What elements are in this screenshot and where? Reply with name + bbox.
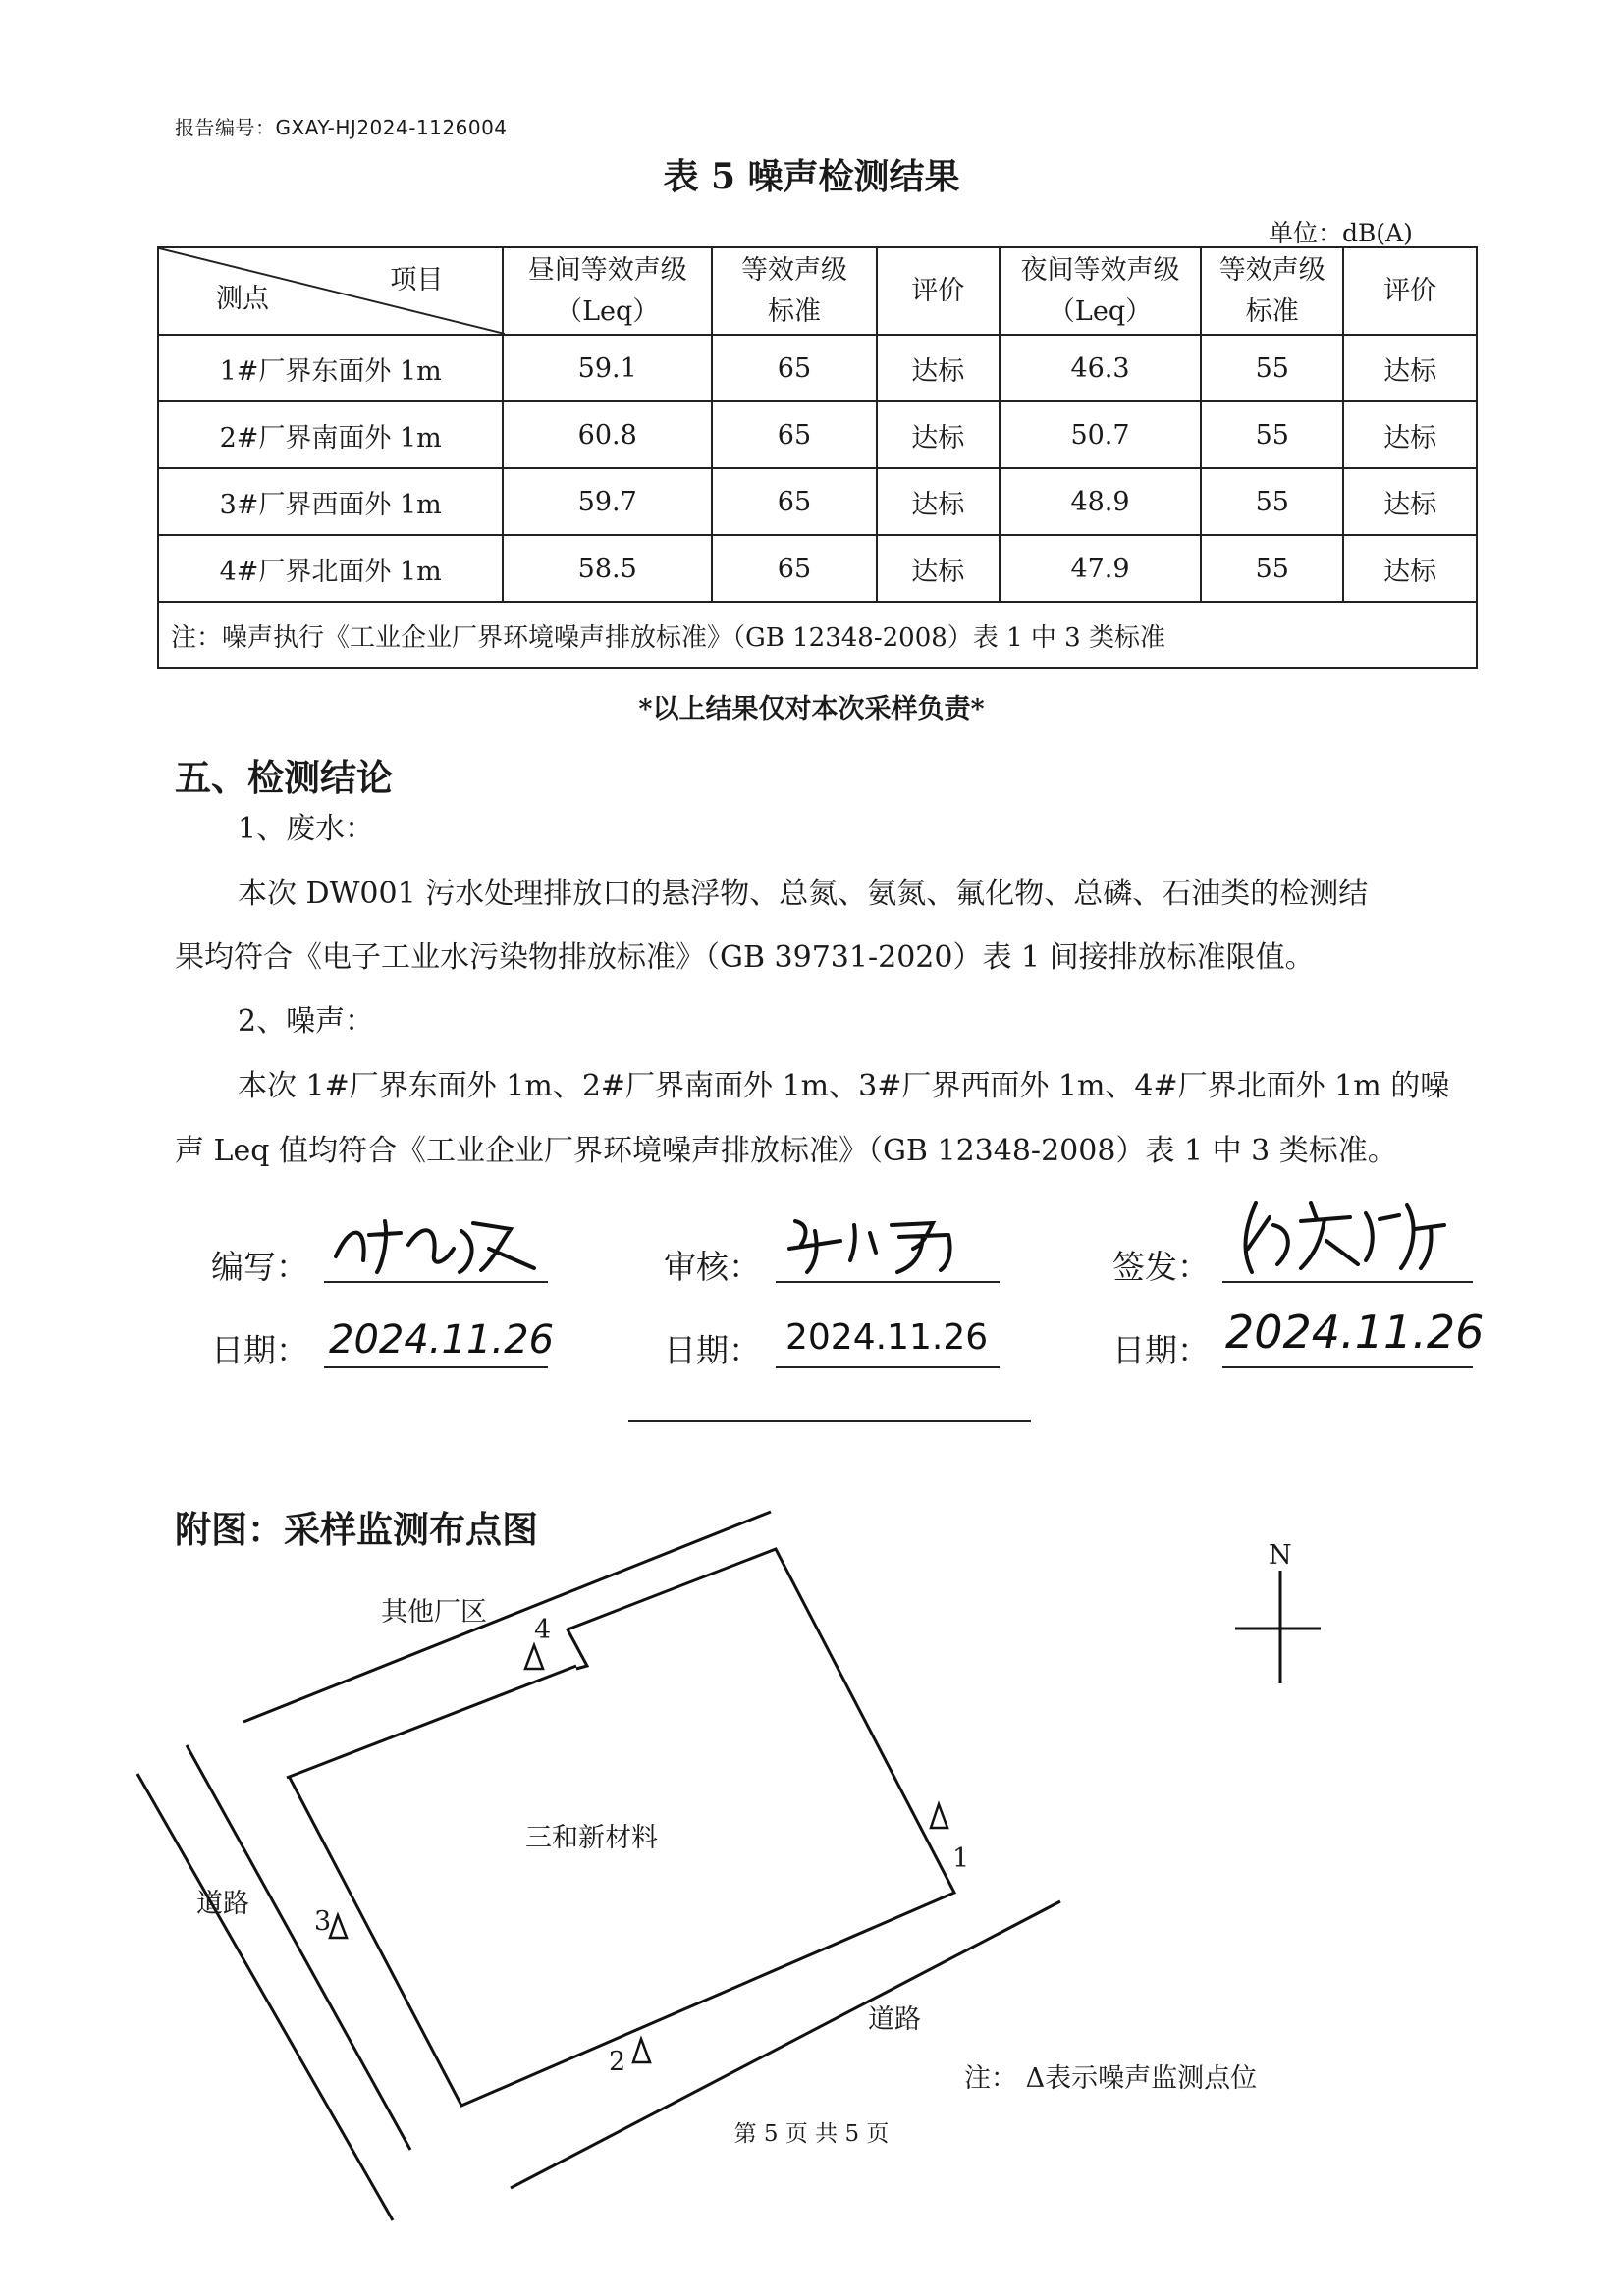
issuer-date: 2024.11.26	[1225, 1306, 1485, 1359]
conclusion-heading: 五、检测结论	[175, 756, 393, 799]
issuer-label: 签发：	[1112, 1248, 1210, 1286]
cell-day-eval: 达标	[877, 335, 1000, 401]
table-title: 表 5 噪声检测结果	[663, 156, 960, 197]
disclaimer: *以上结果仅对本次采样负责*	[638, 694, 985, 724]
cell-day-eval: 达标	[877, 401, 1000, 468]
cell-night-eval: 达标	[1343, 335, 1477, 401]
cell-night: 46.3	[1000, 335, 1202, 401]
company-label: 三和新材料	[525, 1823, 658, 1853]
table-note: 注：噪声执行《工业企业厂界环境噪声排放标准》（GB 12348-2008）表 1 中 3 类标准	[158, 602, 1477, 668]
writer-date-label: 日期：	[211, 1331, 308, 1369]
cell-night: 50.7	[1000, 401, 1202, 468]
header-day-leq: 昼间等效声级 （Leq）	[503, 247, 712, 335]
point-2-label: 2	[609, 2047, 626, 2077]
page-footer: 第 5 页 共 5 页	[733, 2121, 890, 2147]
point-1-label: 1	[952, 1843, 970, 1874]
point-4-label: 4	[534, 1615, 552, 1645]
writer-label: 编写：	[211, 1248, 308, 1286]
north-road-line-inner	[287, 1666, 576, 1778]
noise-text-line2: 声 Leq 值均符合《工业企业厂界环境噪声排放标准》（GB 12348-2008）表 1 中 3 类标准。	[175, 1134, 1397, 1168]
monitor-point-1-icon	[931, 1804, 947, 1828]
north-road-line	[243, 1512, 771, 1722]
cell-day-eval: 达标	[877, 468, 1000, 535]
cell-night-std: 55	[1201, 468, 1343, 535]
road-south-label: 道路	[868, 2004, 921, 2035]
cell-point: 3#厂界西面外 1m	[158, 468, 503, 535]
header-night-leq: 夜间等效声级 （Leq）	[1000, 247, 1202, 335]
road-west-label: 道路	[196, 1889, 249, 1919]
reviewer-label: 审核：	[664, 1248, 761, 1286]
cell-point: 4#厂界北面外 1m	[158, 535, 503, 602]
cell-day-std: 65	[712, 401, 877, 468]
cell-night-std: 55	[1201, 401, 1343, 468]
cell-night: 47.9	[1000, 535, 1202, 602]
cell-day: 59.1	[503, 335, 712, 401]
cell-day-eval: 达标	[877, 535, 1000, 602]
other-plant-label: 其他厂区	[381, 1597, 487, 1628]
header-item: 项目	[390, 265, 444, 295]
west-road-line-inner	[187, 1745, 410, 2150]
north-label: N	[1269, 1540, 1292, 1571]
cell-night: 48.9	[1000, 468, 1202, 535]
reviewer-date-label: 日期：	[664, 1331, 761, 1369]
reviewer-date: 2024.11.26	[785, 1317, 989, 1358]
cell-point: 2#厂界南面外 1m	[158, 401, 503, 468]
monitor-point-2-icon	[633, 2039, 650, 2062]
cell-day: 59.7	[503, 468, 712, 535]
issuer-date-label: 日期：	[1112, 1331, 1210, 1369]
cell-day-std: 65	[712, 535, 877, 602]
wastewater-heading: 1、废水：	[238, 812, 375, 846]
figure-heading: 附图：采样监测布点图	[175, 1508, 538, 1551]
wastewater-text-line2: 果均符合《电子工业水污染物排放标准》（GB 39731-2020）表 1 间接排放标准限值。	[175, 940, 1315, 975]
west-road-line-outer	[137, 1774, 393, 2220]
report-number: 报告编号：GXAY-HJ2024-1126004	[175, 116, 508, 139]
wastewater-text-line1: 本次 DW001 污水处理排放口的悬浮物、总氮、氨氮、氟化物、总磷、石油类的检测结	[238, 877, 1369, 911]
header-day-eval: 评价	[877, 247, 1000, 335]
noise-heading: 2、噪声：	[238, 1004, 375, 1039]
monitor-point-4-icon	[525, 1645, 543, 1669]
header-point: 测点	[216, 284, 269, 314]
header-night-eval: 评价	[1343, 247, 1477, 335]
cell-day-std: 65	[712, 335, 877, 401]
map-legend: 注： Δ表示噪声监测点位	[964, 2063, 1258, 2094]
cell-day: 60.8	[503, 401, 712, 468]
cell-night-eval: 达标	[1343, 401, 1477, 468]
cell-night-std: 55	[1201, 335, 1343, 401]
writer-date: 2024.11.26	[329, 1317, 555, 1362]
header-night-standard: 等效声级 标准	[1201, 247, 1343, 335]
cell-day: 58.5	[503, 535, 712, 602]
header-day-standard: 等效声级 标准	[712, 247, 877, 335]
cell-night-std: 55	[1201, 535, 1343, 602]
cell-day-std: 65	[712, 468, 877, 535]
cell-point: 1#厂界东面外 1m	[158, 335, 503, 401]
cell-night-eval: 达标	[1343, 468, 1477, 535]
cell-night-eval: 达标	[1343, 535, 1477, 602]
monitor-point-3-icon	[330, 1915, 347, 1938]
noise-text-line1: 本次 1#厂界东面外 1m、2#厂界南面外 1m、3#厂界西面外 1m、4#厂界北面外 1m 的噪	[238, 1069, 1450, 1103]
unit-label: 单位：dB(A)	[1269, 219, 1413, 247]
point-3-label: 3	[314, 1906, 332, 1937]
